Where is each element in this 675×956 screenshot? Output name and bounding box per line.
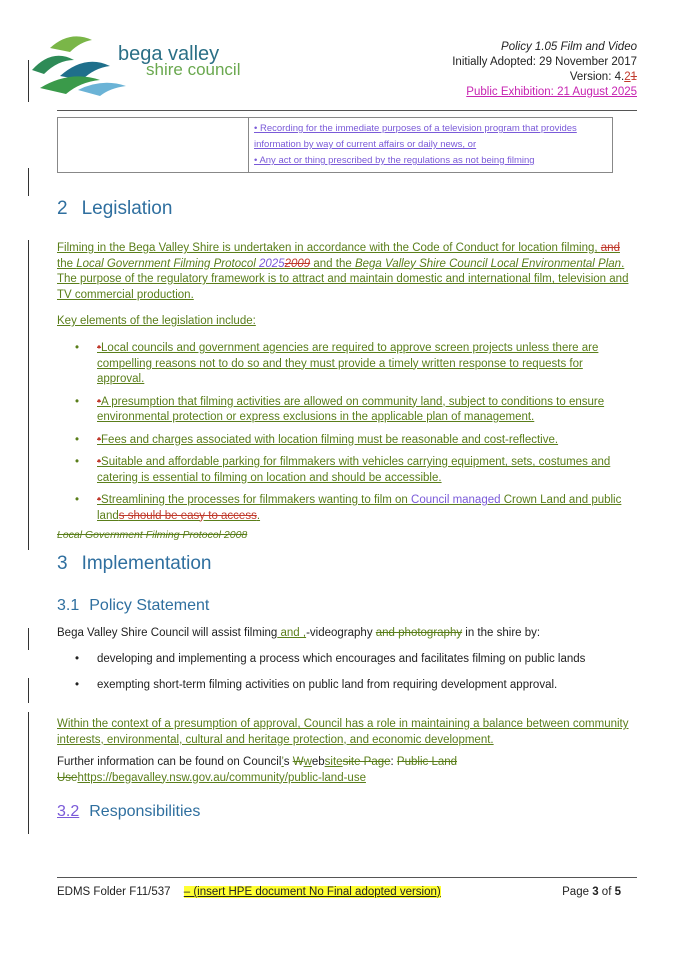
section-heading-implementation [57,553,211,575]
deleted-text: s should be easy to access [118,509,257,522]
definitions-table [57,117,613,173]
public-exhibition: Public Exhibition: 21 August 2025 [466,86,637,98]
hills-logo-icon [30,30,130,96]
inserted-text: site [324,756,343,768]
list-item [57,433,627,449]
further-information-paragraph [57,755,637,786]
page-label: Page [562,886,593,898]
inserted-text: and , [277,627,307,639]
table-item: • Recording for the immediate purposes of a television program that provides information by way of current affairs or daily news, or [254,123,577,150]
adopted-date: Initially Adopted: 29 November 2017 [452,56,637,68]
section-heading-legislation [57,198,172,220]
section-title: Implementation [81,553,212,574]
footer-rule [57,877,637,878]
text-run: -videography [306,627,376,639]
deleted-text: • [97,342,102,354]
change-bar [28,712,29,834]
inserted-text: w [303,756,312,768]
context-paragraph: Within the context of a presumption of approval, Council has a role in maintaining a balance between community interests, environmental, cultural and heritage protection, and economic development. [57,718,629,746]
text-run: in the shire by: [462,627,541,639]
change-bar [28,240,29,550]
bullet-text: exempting short-term filming activities on public land from requiring development approval. [97,678,558,691]
deleted-text: Public Land Use [57,756,458,784]
page-footer [57,884,637,900]
deleted-text: • [97,433,102,446]
table-item: • Any act or thing prescribed by the regulations as not being filming [254,155,535,166]
version-prefix: Version: 4. [569,71,625,83]
bullet-text: Suitable and affordable parking for filmmakers with vehicles carrying equipment, sets, costumes and catering is essential to filming on location and should be accessible. [97,456,611,484]
section-number: 3 [57,553,68,574]
inserted-text: 2025 [255,257,285,270]
list-item [57,678,627,694]
version-deleted: 1 [630,71,637,83]
deleted-text: • [97,395,102,408]
subsection-title: Responsibilities [89,803,201,820]
bullet-text: . [256,509,261,522]
bullet-dot: • [75,678,80,691]
inserted-text: Council managed [411,494,501,506]
text-run: Further information can be found on Council [57,756,282,768]
text-run: the [57,257,77,270]
deleted-text: and [600,242,620,254]
table-definition-cell [249,118,613,173]
assist-paragraph [57,626,637,642]
change-bar [28,60,29,102]
subsection-number: 3.2 [57,803,80,820]
text-run: s [283,756,293,768]
list-item [57,493,627,524]
deleted-text: W [292,756,304,768]
subsection-heading-policy-statement [57,597,209,615]
legislation-bullet-list [57,341,627,531]
section-title: Legislation [81,198,173,219]
protocol-name: Local Government Filming Protocol [76,257,256,270]
bullet-dot: • [75,342,80,354]
list-item [57,455,627,486]
section-number: 2 [57,198,68,219]
header-rule [57,110,637,111]
version-inserted: 2 [624,71,631,83]
change-bar [28,678,29,703]
change-bar [28,168,29,196]
document-header [452,40,637,100]
edms-folder: EDMS Folder F11/537 [57,886,171,898]
deleted-text: site Page [342,756,391,768]
text-run: : [390,756,397,768]
bullet-dot: • [75,395,80,408]
bullet-dot: • [75,456,80,468]
bullet-dot: • [75,653,80,665]
website-link[interactable]: https://begavalley.nsw.gov.au/community/public-land-use [77,771,366,784]
bullet-dot: • [75,494,80,506]
bullet-dot: • [75,433,80,446]
text-run: and the [310,257,355,270]
implementation-bullet-list [57,652,627,700]
deleted-text: • [97,456,102,468]
list-item [57,341,627,388]
version-line [452,70,637,85]
bullet-text: developing and implementing a process which encourages and facilitates filming on public lands [97,653,586,665]
hpe-placeholder: – (insert HPE document No Final adopted version) [183,886,441,898]
lep-name: Bega Valley Shire Council Local Environmental Plan [354,257,622,270]
bullet-text: Crown Land and public land [97,494,622,522]
logo-line1: bega valley [118,43,220,65]
deleted-text: 2009 [284,257,311,270]
subsection-title: Policy Statement [89,597,210,614]
bullet-text: A presumption that filming activities are allowed on community land, subject to conditions to ensure environmental protection or express exclusions in the applicable plan of management. [97,395,605,423]
key-elements-label: Key elements of the legislation include: [57,315,256,327]
text-run: Filming in the Bega Valley Shire is undertaken in accordance with the Code of Conduct for location filming, [57,242,601,254]
page-of: of [598,886,615,898]
table-term-cell [58,118,249,173]
bullet-text: Fees and charges associated with location filming must be reasonable and cost-reflective. [101,433,559,446]
logo-line2: shire council [146,60,241,79]
inserted-text: ’ [281,756,284,768]
list-item [57,652,627,668]
text-run: . The purpose of the regulatory framework is to attract and maintain domestic and international film, television and TV commercial production. [57,257,629,301]
change-bar [28,628,29,650]
subsection-heading-responsibilities [57,803,200,821]
bullet-text: Streamlining the processes for filmmakers wanting to film on [101,494,412,506]
deleted-text: • [97,494,102,506]
page-current: 3 [592,886,599,898]
text-run: eb [311,756,325,768]
bullet-text: Local councils and government agencies are required to approve screen projects unless there are compelling reasons not to do so and they must provide a timely written response to requests for approval. [97,342,599,385]
legislation-paragraph [57,241,637,303]
deleted-text: and photography [375,627,463,639]
deleted-protocol-reference: Local Government Filming Protocol 2008 [57,529,248,541]
page-total: 5 [614,886,621,898]
page-number [562,884,621,900]
subsection-number: 3.1 [57,597,80,614]
policy-title: Policy 1.05 Film and Video [501,41,637,53]
text-run: Bega Valley Shire Council will assist filming [57,627,278,639]
council-logo [30,30,260,100]
list-item [57,395,627,426]
